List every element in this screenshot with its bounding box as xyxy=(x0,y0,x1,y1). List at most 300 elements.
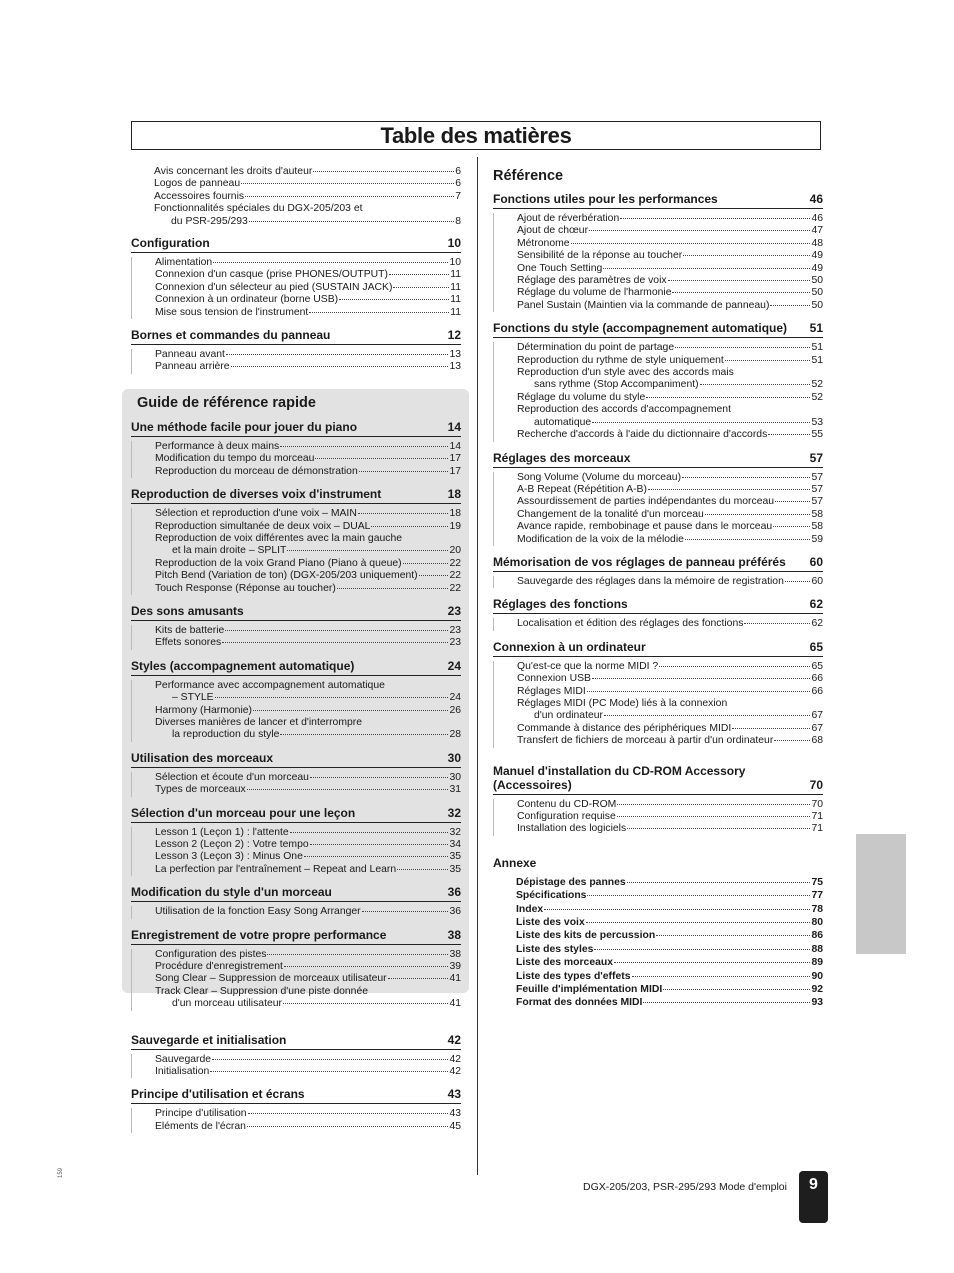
toc-entry-title: Kits de batterie xyxy=(155,624,225,636)
toc-entry-page: 34 xyxy=(449,839,461,850)
toc-section xyxy=(131,751,461,797)
toc-entry-title: Format des données MIDI xyxy=(516,997,643,1009)
toc-section-heading[interactable] xyxy=(131,928,461,945)
toc-section xyxy=(131,236,461,319)
dot-leader xyxy=(705,514,811,515)
toc-entry-title: Qu'est-ce que la norme MIDI ? xyxy=(517,660,659,672)
toc-entry-page: 23 xyxy=(449,637,461,649)
toc-entry-page: 35 xyxy=(449,863,461,875)
toc-section-heading[interactable] xyxy=(131,885,461,902)
toc-entry-line: Track Clear – Suppression d'une piste donnée xyxy=(155,985,369,997)
dot-leader xyxy=(544,909,810,910)
dot-leader xyxy=(725,360,811,361)
toc-entry-page: 47 xyxy=(811,225,823,237)
dot-leader xyxy=(617,816,811,817)
toc-section xyxy=(131,928,461,1011)
toc-right-column xyxy=(493,166,823,1010)
dot-leader xyxy=(359,471,449,472)
toc-entry[interactable] xyxy=(132,827,461,839)
toc-entry-title: Localisation et édition des réglages des fonctions xyxy=(517,618,744,630)
toc-entry-title: Connexion USB xyxy=(517,673,591,685)
toc-entry[interactable] xyxy=(131,191,461,203)
toc-entry[interactable] xyxy=(494,673,823,685)
toc-section-heading[interactable] xyxy=(131,1033,461,1050)
dot-leader xyxy=(309,312,449,313)
toc-entry-page: 50 xyxy=(811,287,823,299)
toc-entry-title: Contenu du CD-ROM xyxy=(517,798,617,810)
toc-entry-title: Lesson 3 (Leçon 3) : Minus One xyxy=(155,851,303,863)
toc-entry-title: Procédure d'enregistrement xyxy=(155,961,283,973)
toc-section-page: 65 xyxy=(809,639,823,654)
toc-entry-title: d'un ordinateur xyxy=(534,710,603,722)
page-title: Table des matières xyxy=(131,121,821,150)
toc-section-heading[interactable] xyxy=(493,640,823,657)
toc-entry-page: 57 xyxy=(811,496,823,508)
toc-section-items xyxy=(493,472,823,546)
toc-entry-title: Avis concernant les droits d'auteur xyxy=(154,166,313,177)
toc-section-items xyxy=(131,1054,461,1079)
toc-section-heading[interactable] xyxy=(131,659,461,676)
toc-entry[interactable] xyxy=(494,472,823,484)
toc-section-heading[interactable] xyxy=(131,806,461,823)
dot-leader xyxy=(362,911,449,912)
toc-entry-page: 41 xyxy=(449,973,461,985)
toc-section xyxy=(493,764,823,836)
toc-entry-page: 36 xyxy=(449,906,461,918)
toc-entry[interactable] xyxy=(132,441,461,453)
toc-entry[interactable] xyxy=(494,263,823,275)
dot-leader xyxy=(247,1126,449,1127)
toc-entry-page: 8 xyxy=(455,215,461,227)
toc-section-title: Enregistrement de votre propre performance xyxy=(131,927,387,942)
toc-entry-page: 71 xyxy=(811,823,823,835)
toc-entry[interactable] xyxy=(132,521,461,533)
toc-entry-title: Sélection et reproduction d'une voix – MAIN xyxy=(155,508,357,520)
toc-entry[interactable] xyxy=(493,916,823,929)
toc-section-title: Styles (accompagnement automatique) xyxy=(131,658,355,673)
toc-entry-title: Utilisation de la fonction Easy Song Arranger xyxy=(155,906,361,918)
dot-leader xyxy=(627,882,811,883)
toc-entry[interactable] xyxy=(493,996,823,1009)
toc-entry[interactable] xyxy=(132,1054,461,1066)
toc-section-title: Principe d'utilisation et écrans xyxy=(131,1087,305,1102)
toc-entry[interactable] xyxy=(132,851,461,863)
toc-entry-page: 13 xyxy=(449,361,461,373)
toc-entry[interactable] xyxy=(132,294,461,306)
toc-entry[interactable] xyxy=(132,839,461,851)
toc-section xyxy=(131,1033,461,1079)
toc-entry-page: 19 xyxy=(449,520,461,532)
toc-entry[interactable] xyxy=(494,275,823,287)
toc-entry[interactable] xyxy=(494,379,823,391)
toc-entry[interactable] xyxy=(494,429,823,441)
toc-entry[interactable] xyxy=(132,637,461,649)
toc-entry-page: 55 xyxy=(811,429,823,441)
toc-section-title: Fonctions du style (accompagnement automatique) xyxy=(493,321,788,336)
toc-entry-title: Liste des morceaux xyxy=(516,957,614,969)
toc-entry[interactable] xyxy=(132,625,461,637)
toc-entry[interactable] xyxy=(132,961,461,973)
toc-entry-title: Ajout de chœur xyxy=(517,225,589,237)
toc-entry[interactable] xyxy=(494,823,823,835)
toc-entry-page: 52 xyxy=(811,391,823,403)
toc-entry-title: Liste des styles xyxy=(516,943,594,955)
toc-section xyxy=(131,487,461,595)
toc-entry[interactable] xyxy=(132,558,461,570)
dot-leader xyxy=(241,183,454,184)
toc-entry-page: 77 xyxy=(811,890,823,902)
toc-entry-title: Alimentation xyxy=(155,257,213,269)
dot-leader xyxy=(663,989,810,990)
dot-leader xyxy=(280,734,448,735)
toc-entry-title: Feuille d'implémentation MIDI xyxy=(516,984,663,996)
toc-entry[interactable] xyxy=(132,257,461,269)
toc-entry[interactable] xyxy=(494,509,823,521)
toc-section-heading[interactable] xyxy=(131,236,461,253)
toc-entry[interactable] xyxy=(494,417,823,429)
toc-entry-page: 11 xyxy=(450,306,461,318)
dot-leader xyxy=(589,230,810,231)
toc-entry-title: Métronome xyxy=(517,237,570,249)
toc-entry[interactable] xyxy=(493,956,823,969)
dot-leader xyxy=(226,354,449,355)
dot-leader xyxy=(358,513,449,514)
dot-leader xyxy=(620,218,810,219)
toc-section-items xyxy=(493,342,823,441)
toc-entry-title: Connexion d'un sélecteur au pied (SUSTAIN JACK) xyxy=(155,281,393,293)
toc-entry[interactable] xyxy=(494,811,823,823)
toc-entry[interactable] xyxy=(132,545,461,557)
toc-entry-page: 22 xyxy=(449,570,461,582)
toc-section-page: 43 xyxy=(447,1087,461,1102)
toc-section-heading[interactable] xyxy=(493,778,823,795)
toc-section xyxy=(131,604,461,650)
toc-entry[interactable] xyxy=(132,772,461,784)
toc-entry[interactable] xyxy=(494,484,823,496)
toc-entry-title: Song Volume (Volume du morceau) xyxy=(517,471,682,483)
toc-entry-page: 11 xyxy=(450,294,461,306)
toc-entry-page: 93 xyxy=(811,997,823,1009)
toc-entry[interactable] xyxy=(132,906,461,918)
toc-entry-page: 53 xyxy=(811,416,823,428)
toc-entry[interactable] xyxy=(494,799,823,811)
toc-section-title: (Accessoires) xyxy=(493,777,572,792)
toc-entry-page: 57 xyxy=(811,471,823,483)
toc-section-items xyxy=(131,827,461,877)
toc-entry-page: 65 xyxy=(811,660,823,672)
toc-entry[interactable] xyxy=(132,864,461,876)
dot-leader xyxy=(675,347,810,348)
dot-leader xyxy=(231,366,449,367)
toc-section-page: 60 xyxy=(809,554,823,569)
dot-leader xyxy=(773,526,810,527)
toc-entry-page: 31 xyxy=(449,784,461,796)
toc-section-heading[interactable] xyxy=(493,321,823,338)
dot-leader xyxy=(304,856,449,857)
dot-leader xyxy=(614,962,810,963)
dot-leader xyxy=(267,954,448,955)
toc-entry-line: Réglages MIDI (PC Mode) liés à la connexion xyxy=(517,697,728,709)
toc-entry-page: 52 xyxy=(811,379,823,391)
toc-section-heading[interactable] xyxy=(131,751,461,768)
toc-section-heading[interactable] xyxy=(131,420,461,437)
toc-entry-title: Liste des kits de percussion xyxy=(516,930,656,942)
toc-entry-title: Réglage du volume de l'harmonie xyxy=(517,287,672,299)
toc-entry[interactable] xyxy=(494,618,823,630)
toc-entry[interactable] xyxy=(132,282,461,294)
toc-section xyxy=(493,640,823,748)
toc-entry-page: 10 xyxy=(449,257,461,269)
toc-entry-title: Commande à distance des périphériques MIDI xyxy=(517,722,732,734)
toc-entry[interactable] xyxy=(132,949,461,961)
toc-entry-page: 46 xyxy=(811,213,823,224)
toc-entry[interactable] xyxy=(131,216,461,228)
toc-section-heading[interactable] xyxy=(131,328,461,345)
toc-section-page: 62 xyxy=(809,597,823,612)
toc-entry[interactable] xyxy=(494,661,823,673)
toc-section-heading[interactable] xyxy=(493,451,823,468)
dot-leader xyxy=(310,777,449,778)
toc-entry[interactable] xyxy=(132,1121,461,1133)
dot-leader xyxy=(592,678,811,679)
toc-entry-title: Spécifications xyxy=(516,890,587,902)
toc-section-items xyxy=(493,213,823,312)
toc-section-title: Une méthode facile pour jouer du piano xyxy=(131,419,358,434)
column-divider xyxy=(477,157,478,1175)
toc-entry-title: sans rythme (Stop Accompaniment) xyxy=(534,379,699,391)
toc-section-heading[interactable] xyxy=(493,192,823,209)
toc-section-heading[interactable] xyxy=(131,604,461,621)
toc-entry-title: Connexion d'un casque (prise PHONES/OUTPUT) xyxy=(155,269,388,281)
toc-entry-page: 22 xyxy=(449,582,461,594)
toc-entry-page: 50 xyxy=(811,275,823,287)
toc-section-title: Mémorisation de vos réglages de panneau préférés xyxy=(493,554,786,569)
toc-entry[interactable] xyxy=(132,508,461,520)
toc-entry-page: 70 xyxy=(811,798,823,810)
toc-section xyxy=(493,597,823,630)
toc-entry[interactable] xyxy=(132,307,461,319)
toc-entry-title: Reproduction simultanée de deux voix – DUAL xyxy=(155,520,371,532)
toc-section-title: Réglages des morceaux xyxy=(493,450,631,465)
toc-section-items xyxy=(131,906,461,918)
toc-entry-title: Transfert de fichiers de morceau à partir d'un ordinateur xyxy=(517,735,774,747)
dot-leader xyxy=(587,691,811,692)
toc-entry[interactable] xyxy=(493,970,823,983)
toc-entry-page: 35 xyxy=(449,851,461,863)
toc-entry-page: 42 xyxy=(449,1066,461,1078)
toc-entry-page: 20 xyxy=(449,545,461,557)
dot-leader xyxy=(225,630,448,631)
toc-entry-title: Configuration des pistes xyxy=(155,948,267,960)
dot-leader xyxy=(339,299,449,300)
toc-entry-page: 57 xyxy=(811,483,823,495)
dot-leader xyxy=(785,581,811,582)
toc-section-title: Réglages des fonctions xyxy=(493,597,628,612)
toc-entry-title: Initialisation xyxy=(155,1066,210,1078)
toc-entry[interactable] xyxy=(494,534,823,546)
toc-entry-page: 51 xyxy=(811,354,823,366)
toc-entry[interactable] xyxy=(132,453,461,465)
toc-entry[interactable] xyxy=(494,576,823,588)
toc-entry[interactable] xyxy=(132,998,461,1010)
toc-entry-page: 66 xyxy=(811,685,823,697)
toc-entry[interactable] xyxy=(494,521,823,533)
toc-entry-title: Reproduction de la voix Grand Piano (Piano à queue) xyxy=(155,557,402,569)
dot-leader xyxy=(249,221,454,222)
toc-entry-page: 86 xyxy=(811,930,823,942)
toc-entry[interactable] xyxy=(131,166,461,178)
toc-entry[interactable] xyxy=(493,929,823,942)
toc-entry-page: 6 xyxy=(455,166,461,177)
toc-entry-title: La perfection par l'entraînement – Repeat and Learn xyxy=(155,863,397,875)
toc-section-page: 46 xyxy=(809,192,823,206)
side-code: 159 xyxy=(58,1167,64,1178)
toc-entry[interactable] xyxy=(493,983,823,996)
toc-section-heading[interactable] xyxy=(131,487,461,504)
dot-leader xyxy=(310,844,449,845)
toc-entry[interactable] xyxy=(132,466,461,478)
toc-entry-page: 60 xyxy=(811,575,823,587)
toc-entry[interactable] xyxy=(132,349,461,361)
toc-section-title: Sauvegarde et initialisation xyxy=(131,1032,287,1047)
toc-entry[interactable] xyxy=(494,250,823,262)
annexe-title: Annexe xyxy=(493,855,537,870)
toc-entry[interactable] xyxy=(132,973,461,985)
toc-section xyxy=(131,420,461,478)
toc-entry[interactable] xyxy=(494,287,823,299)
toc-section-items xyxy=(131,257,461,319)
toc-entry-title: Dépistage des pannes xyxy=(516,876,626,888)
toc-entry-page: 58 xyxy=(811,508,823,520)
toc-entry[interactable] xyxy=(493,876,823,889)
toc-entry-title: Modification du tempo du morceau xyxy=(155,453,315,465)
after-spacer xyxy=(131,1011,461,1033)
toc-section-items xyxy=(131,949,461,1011)
toc-section-heading[interactable] xyxy=(493,555,823,572)
toc-entry[interactable] xyxy=(494,238,823,250)
dot-leader xyxy=(393,287,449,288)
dot-leader xyxy=(672,292,810,293)
toc-section-items xyxy=(131,508,461,595)
toc-entry[interactable] xyxy=(494,342,823,354)
dot-leader xyxy=(290,832,449,833)
toc-entry-title: automatique xyxy=(534,416,592,428)
toc-entry-page: 17 xyxy=(449,465,461,477)
toc-entry-title: Accessoires fournis xyxy=(154,190,245,202)
dot-leader xyxy=(587,895,810,896)
toc-entry[interactable] xyxy=(132,1108,461,1120)
toc-entry[interactable] xyxy=(132,705,461,717)
dot-leader xyxy=(247,789,449,790)
toc-entry-line: Performance avec accompagnement automatique xyxy=(155,679,385,691)
toc-entry-title: Harmony (Harmonie) xyxy=(155,704,253,716)
toc-section-page: 42 xyxy=(447,1032,461,1047)
toc-entry-page: 45 xyxy=(449,1120,461,1132)
toc-entry-page: 24 xyxy=(449,692,461,704)
toc-entry-page: 42 xyxy=(449,1053,461,1065)
toc-section xyxy=(131,885,461,918)
toc-entry[interactable] xyxy=(494,735,823,747)
toc-entry-title: Réglage des paramètres de voix xyxy=(517,275,667,287)
toc-entry[interactable] xyxy=(494,710,823,722)
dot-leader xyxy=(253,710,448,711)
toc-section-heading[interactable] xyxy=(131,1087,461,1104)
toc-entry[interactable] xyxy=(494,686,823,698)
dot-leader xyxy=(419,575,449,576)
toc-entry-page: 59 xyxy=(811,533,823,545)
dot-leader xyxy=(403,563,449,564)
toc-section xyxy=(493,451,823,546)
toc-entry[interactable] xyxy=(494,225,823,237)
toc-entry[interactable] xyxy=(132,570,461,582)
toc-section-heading[interactable] xyxy=(493,597,823,614)
toc-entry[interactable] xyxy=(132,361,461,373)
dot-leader xyxy=(248,1113,449,1114)
dot-leader xyxy=(287,550,448,551)
toc-entry[interactable] xyxy=(493,943,823,956)
toc-entry[interactable] xyxy=(493,889,823,902)
toc-entry-title: du PSR-295/293 xyxy=(171,215,248,227)
toc-entry[interactable] xyxy=(494,496,823,508)
toc-entry[interactable] xyxy=(132,729,461,741)
toc-section-items xyxy=(493,576,823,588)
dot-leader xyxy=(592,422,810,423)
dot-leader xyxy=(210,1071,448,1072)
dot-leader xyxy=(682,477,810,478)
toc-entry-title: Réglages MIDI xyxy=(517,685,586,697)
dot-leader xyxy=(315,458,448,459)
toc-entry[interactable] xyxy=(131,178,461,190)
toc-section-page: 24 xyxy=(447,658,461,673)
toc-entry-page: 50 xyxy=(811,299,823,311)
toc-entry[interactable] xyxy=(493,903,823,916)
toc-entry-page: 23 xyxy=(449,624,461,636)
toc-section xyxy=(131,806,461,877)
dot-leader xyxy=(594,949,810,950)
toc-entry[interactable] xyxy=(132,692,461,704)
toc-entry[interactable] xyxy=(494,300,823,312)
toc-section-page: 51 xyxy=(809,321,823,336)
toc-section-page: 18 xyxy=(447,487,461,502)
toc-entry-title: Reproduction du morceau de démonstration xyxy=(155,465,358,477)
toc-entry-title: Sélection et écoute d'un morceau xyxy=(155,771,309,783)
toc-entry[interactable] xyxy=(132,269,461,281)
toc-entry-page: 13 xyxy=(449,349,461,361)
toc-entry-page: 62 xyxy=(811,618,823,630)
toc-entry[interactable] xyxy=(494,723,823,735)
dot-leader xyxy=(397,869,448,870)
toc-entry[interactable] xyxy=(132,583,461,595)
toc-entry[interactable] xyxy=(494,213,823,225)
dot-leader xyxy=(685,539,811,540)
toc-entry[interactable] xyxy=(132,784,461,796)
toc-section-page: 14 xyxy=(447,419,461,434)
dot-leader xyxy=(770,305,810,306)
toc-section xyxy=(493,321,823,441)
toc-section-title: Sélection d'un morceau pour une leçon xyxy=(131,805,356,820)
toc-entry[interactable] xyxy=(494,392,823,404)
toc-entry-title: Touch Response (Réponse au toucher) xyxy=(155,582,336,594)
toc-section-page: 30 xyxy=(447,750,461,765)
toc-entry[interactable] xyxy=(494,355,823,367)
toc-entry-title: Liste des types d'effets xyxy=(516,970,631,982)
toc-entry[interactable] xyxy=(132,1066,461,1078)
toc-entry-title: Sauvegarde xyxy=(155,1053,212,1065)
toc-entry-title: Modification de la voix de la mélodie xyxy=(517,533,684,545)
toc-section-page: 38 xyxy=(447,927,461,942)
toc-entry-title: One Touch Setting xyxy=(517,262,603,274)
dot-leader xyxy=(586,922,811,923)
